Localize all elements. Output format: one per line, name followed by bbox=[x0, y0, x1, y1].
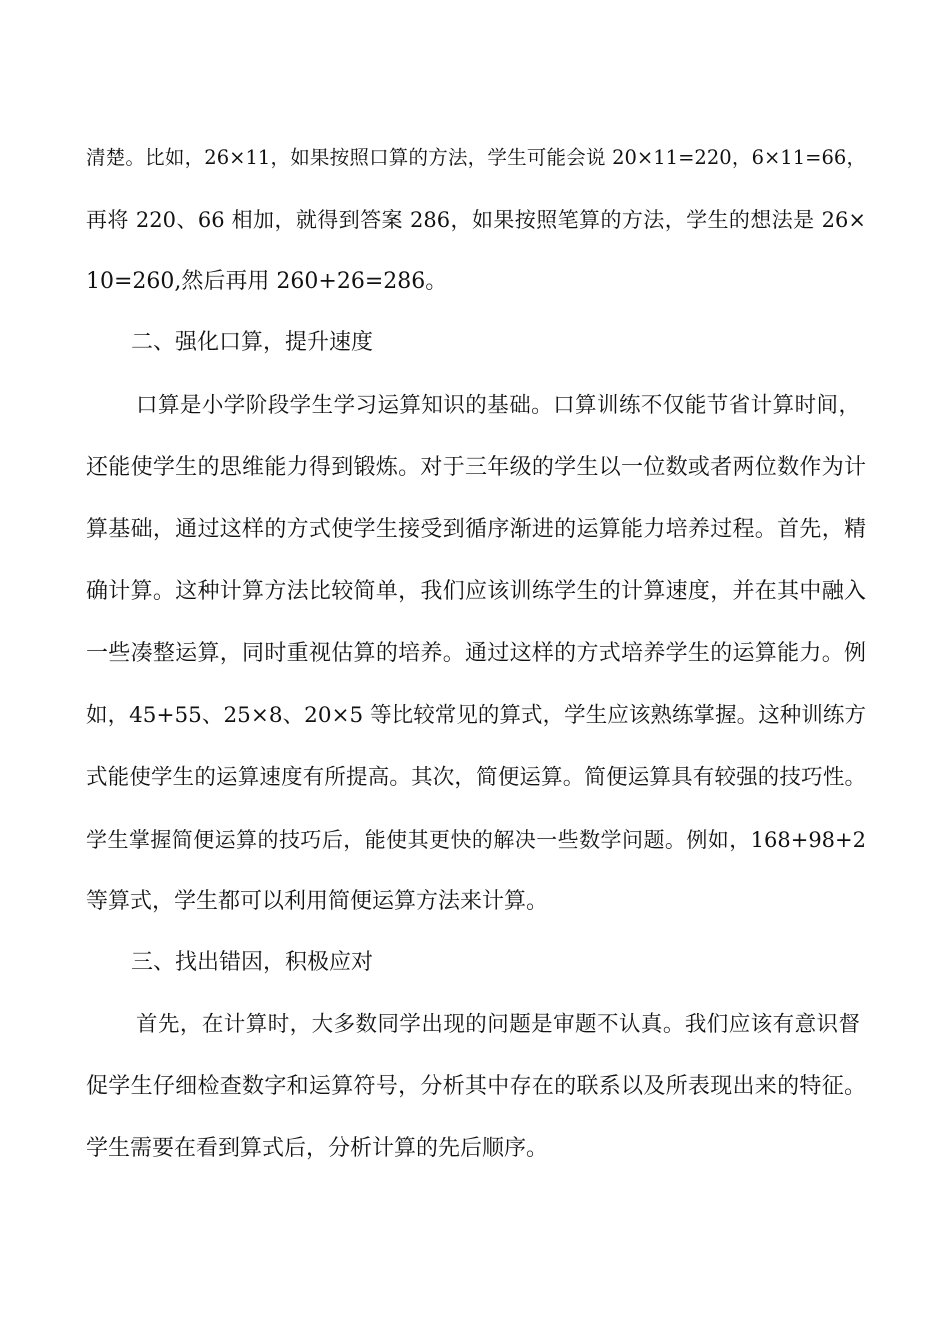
section-heading-2: 二、强化口算，提升速度 bbox=[131, 330, 374, 355]
paragraph-2-line-3: 算基础，通过这样的方式使学生接受到循序渐进的运算能力培养过程。首先，精 bbox=[86, 517, 866, 542]
paragraph-3-line-3: 学生需要在看到算式后，分析计算的先后顺序。 bbox=[86, 1136, 549, 1161]
paragraph-2-line-8: 学生掌握简便运算的技巧后，能使其更快的解决一些数学问题。例如，168+98+2 bbox=[86, 828, 866, 852]
paragraph-2-line-2: 还能使学生的思维能力得到锻炼。对于三年级的学生以一位数或者两位数作为计 bbox=[86, 455, 866, 480]
paragraph-2-line-4: 确计算。这种计算方法比较简单，我们应该训练学生的计算速度，并在其中融入 bbox=[86, 579, 866, 604]
paragraph-1-line-2: 再将 220、66 相加，就得到答案 286，如果按照笔算的方法，学生的想法是 26× bbox=[86, 208, 866, 232]
paragraph-2-line-5: 一些凑整运算，同时重视估算的培养。通过这样的方式培养学生的运算能力。例 bbox=[86, 641, 866, 666]
paragraph-3-line-1: 首先，在计算时，大多数同学出现的问题是审题不认真。我们应该有意识督 bbox=[136, 1012, 860, 1037]
paragraph-1-line-3: 10=260,然后再用 260+26=286。 bbox=[86, 269, 448, 294]
paragraph-2-line-1: 口算是小学阶段学生学习运算知识的基础。口算训练不仅能节省计算时间， bbox=[136, 393, 860, 418]
paragraph-3-line-2: 促学生仔细检查数字和运算符号，分析其中存在的联系以及所表现出来的特征。 bbox=[86, 1074, 866, 1099]
paragraph-1-line-1: 清楚。比如，26×11，如果按照口算的方法，学生可能会说 20×11=220，6×11=66， bbox=[86, 146, 866, 169]
paragraph-2-line-7: 式能使学生的运算速度有所提高。其次，简便运算。简便运算具有较强的技巧性。 bbox=[86, 765, 866, 790]
paragraph-2-line-6: 如，45+55、25×8、20×5 等比较常见的算式，学生应该熟练掌握。这种训练方 bbox=[86, 703, 866, 728]
section-heading-3: 三、找出错因，积极应对 bbox=[131, 950, 374, 975]
paragraph-2-line-9: 等算式，学生都可以利用简便运算方法来计算。 bbox=[86, 889, 549, 914]
